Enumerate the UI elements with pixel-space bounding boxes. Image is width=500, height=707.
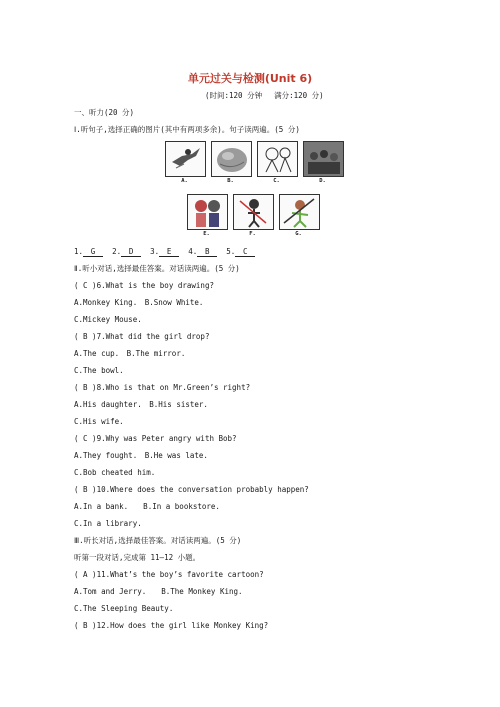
picture-a-flying-boy [165, 141, 206, 177]
answer-num: 3. [150, 247, 160, 256]
page-title: 单元过关与检测(Unit 6) [187, 72, 313, 85]
part1-instruction: Ⅰ.听句子,选择正确的图片(其中有两项多余)。句子读两遍。(5 分) [74, 125, 300, 134]
question-7-option-c: C.The bowl. [74, 366, 124, 375]
answer-blank: B [197, 247, 217, 257]
question-8-options: A.His daughter. B.His sister. [74, 400, 208, 409]
question-10-options: A.In a bank. B.In a bookstore. [74, 502, 220, 511]
answer-blank: C [235, 247, 255, 257]
question-11-options: A.Tom and Jerry. B.The Monkey King. [74, 587, 243, 596]
picture-label: F. [249, 231, 256, 237]
picture-f-boy-with-stick [233, 194, 274, 230]
question-7-options: A.The cup. B.The mirror. [74, 349, 186, 358]
question-11: ( A )11.What’s the boy’s favorite cartoon? [74, 570, 264, 579]
answers-row [74, 247, 255, 257]
question-6-options: A.Monkey King. B.Snow White. [74, 298, 204, 307]
section-heading: 一、听力(20 分) [74, 108, 135, 117]
picture-d-crowd-scene [303, 141, 344, 177]
page-subtitle: (时间:120 分钟 满分:120 分) [205, 91, 324, 100]
picture-options [160, 141, 340, 241]
picture-label: D. [319, 178, 326, 184]
part3-instruction: Ⅲ.听长对话,选择最佳答案。对话读两遍。(5 分) [74, 536, 242, 545]
answer-num: 1. [74, 247, 84, 256]
picture-label: E. [203, 231, 210, 237]
picture-label: C. [273, 178, 280, 184]
picture-g-monkey-king [279, 194, 320, 230]
part3-subinstruction: 听第一段对话,完成第 11—12 小题。 [74, 553, 201, 562]
picture-e-couple [187, 194, 228, 230]
question-9-options: A.They fought. B.He was late. [74, 451, 208, 460]
question-8: ( B )8.Who is that on Mr.Green’s right? [74, 383, 251, 392]
answer-num: 5. [226, 247, 236, 256]
picture-label: G. [295, 231, 302, 237]
answer-num: 4. [188, 247, 198, 256]
answer-blank: G [83, 247, 103, 257]
picture-b-stone [211, 141, 252, 177]
question-9: ( C )9.Why was Peter angry with Bob? [74, 434, 237, 443]
answer-blank: D [121, 247, 141, 257]
question-9-option-c: C.Bob cheated him. [74, 468, 156, 477]
picture-label: B. [227, 178, 234, 184]
picture-c-cartoon-figures [257, 141, 298, 177]
answer-blank: E [159, 247, 179, 257]
question-6-option-c: C.Mickey Mouse. [74, 315, 142, 324]
part2-instruction: Ⅱ.听小对话,选择最佳答案。对话读两遍。(5 分) [74, 264, 240, 273]
question-10-option-c: C.In a library. [74, 519, 142, 528]
picture-label: A. [181, 178, 188, 184]
question-7: ( B )7.What did the girl drop? [74, 332, 210, 341]
question-8-option-c: C.His wife. [74, 417, 124, 426]
question-10: ( B )10.Where does the conversation probably happen? [74, 485, 309, 494]
answer-num: 2. [112, 247, 122, 256]
question-11-option-c: C.The Sleeping Beauty. [74, 604, 174, 613]
question-6: ( C )6.What is the boy drawing? [74, 281, 214, 290]
question-12: ( B )12.How does the girl like Monkey King? [74, 621, 269, 630]
